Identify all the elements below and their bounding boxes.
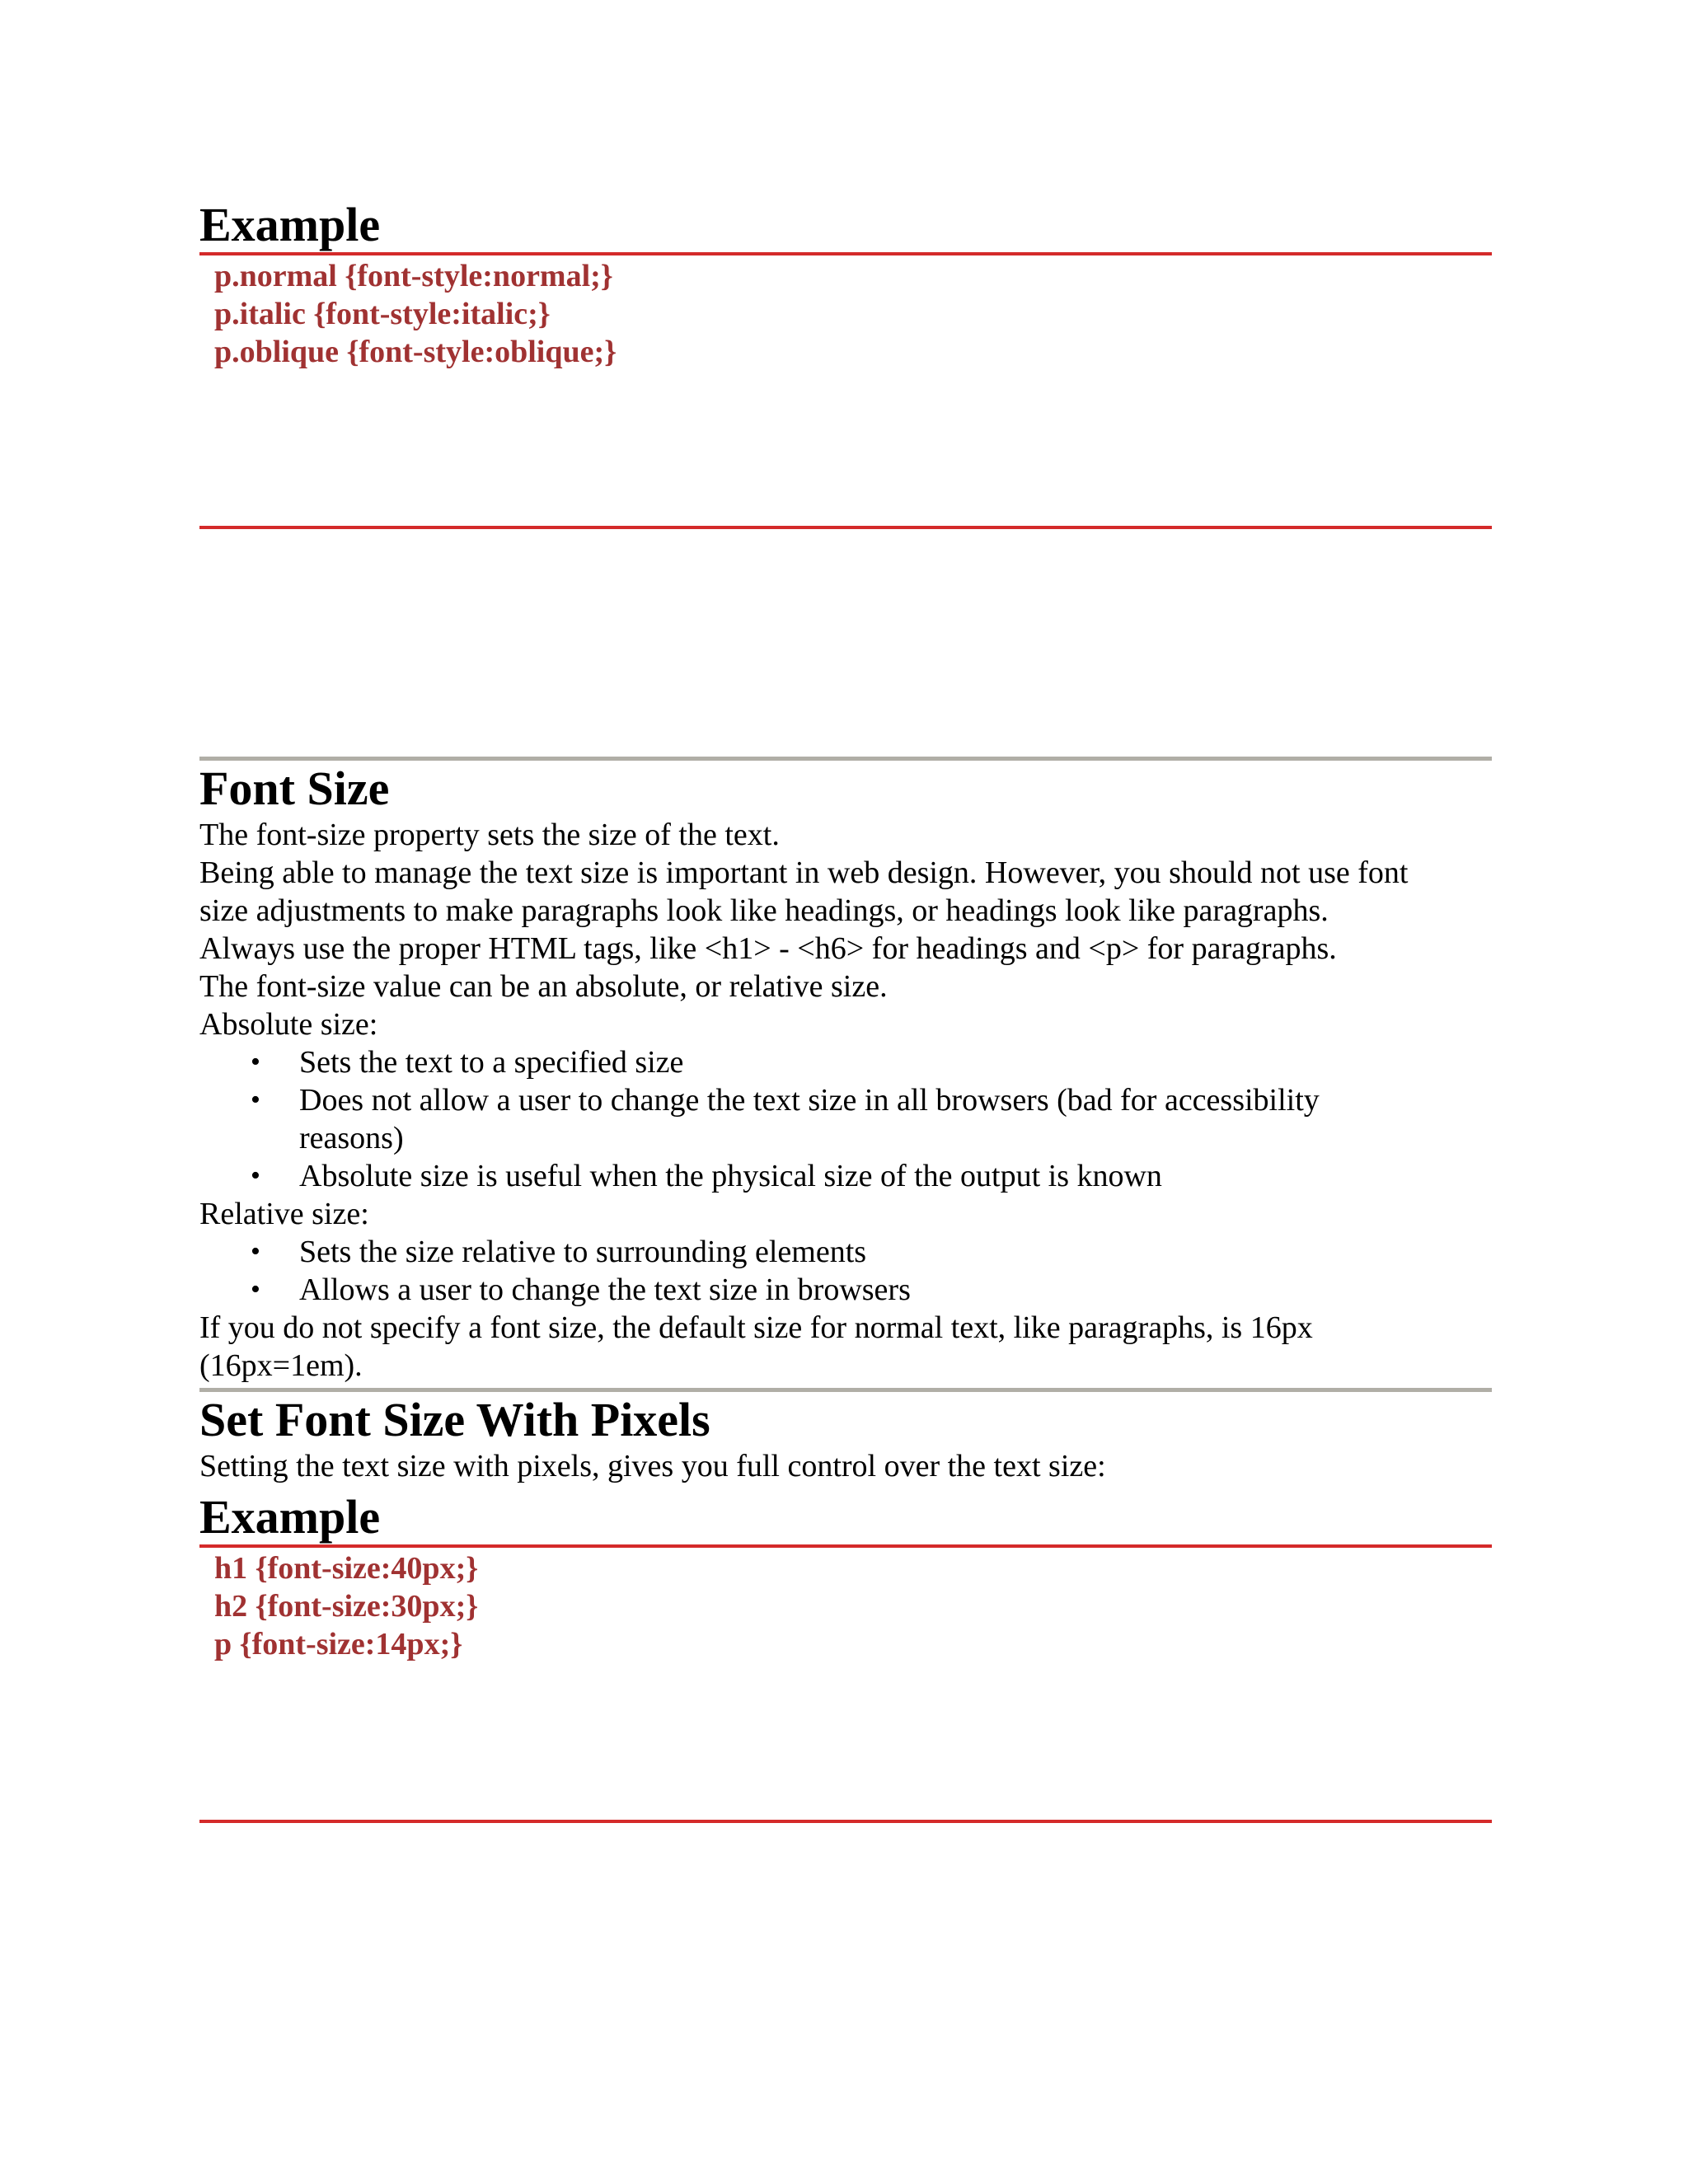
section-divider <box>199 757 1492 761</box>
example-heading-text: Example <box>199 1490 381 1544</box>
absolute-size-label: Absolute size: <box>199 1007 378 1042</box>
relative-size-label: Relative size: <box>199 1197 369 1231</box>
section-heading: Set Font Size With Pixels <box>199 1393 710 1446</box>
code-line: h1 {font-size:40px;} <box>214 1551 479 1586</box>
example-bottom-rule <box>199 1820 1492 1823</box>
list-item: • Sets the text to a specified size <box>251 1045 684 1080</box>
list-item-continuation: reasons) <box>299 1121 404 1155</box>
pixels-section <box>199 1393 1492 1485</box>
code-line: p.italic {font-style:italic;} <box>214 297 551 331</box>
code-example-1 <box>214 257 617 371</box>
paragraph: Setting the text size with pixels, gives you full control over the text size: <box>199 1449 1106 1483</box>
bullet-icon: • <box>251 1047 260 1077</box>
paragraph: The font-size property sets the size of the text. <box>199 818 780 852</box>
example-heading-2 <box>199 1490 1492 1544</box>
paragraph: (16px=1em). <box>199 1348 363 1383</box>
paragraph: Being able to manage the text size is important in web design. However, you should not use font <box>199 855 1409 890</box>
bullet-icon: • <box>251 1236 260 1267</box>
example-bottom-rule <box>199 526 1492 529</box>
code-example-2 <box>214 1549 478 1663</box>
list-item: • Absolute size is useful when the physical size of the output is known <box>251 1159 1162 1193</box>
list-item: • Sets the size relative to surrounding elements <box>251 1235 867 1269</box>
code-line: p.normal {font-style:normal;} <box>214 259 613 293</box>
example-top-rule <box>199 252 1492 255</box>
code-line: p.oblique {font-style:oblique;} <box>214 335 617 369</box>
example-heading-text: Example <box>199 198 381 251</box>
code-line: p {font-size:14px;} <box>214 1627 463 1661</box>
paragraph: If you do not specify a font size, the default size for normal text, like paragraphs, is 16px <box>199 1310 1313 1345</box>
bullet-icon: • <box>251 1085 260 1115</box>
bullet-icon: • <box>251 1274 260 1305</box>
absolute-size-list <box>199 1043 1492 1195</box>
list-item: • Does not allow a user to change the text size in all browsers (bad for accessibility <box>251 1083 1320 1118</box>
list-item: • Allows a user to change the text size in browsers <box>251 1272 911 1307</box>
paragraph: size adjustments to make paragraphs look like headings, or headings look like paragraphs. <box>199 893 1329 928</box>
section-divider <box>199 1388 1492 1392</box>
bullet-icon: • <box>251 1160 260 1191</box>
example-top-rule <box>199 1544 1492 1548</box>
section-heading: Font Size <box>199 762 390 815</box>
paragraph: Always use the proper HTML tags, like <h1> - <h6> for headings and <p> for paragraphs. <box>199 931 1337 966</box>
font-size-section <box>199 762 1492 1385</box>
code-line: h2 {font-size:30px;} <box>214 1589 479 1624</box>
paragraph: The font-size value can be an absolute, or relative size. <box>199 969 888 1004</box>
relative-size-list <box>199 1233 1492 1309</box>
example-heading-1 <box>199 198 1492 252</box>
